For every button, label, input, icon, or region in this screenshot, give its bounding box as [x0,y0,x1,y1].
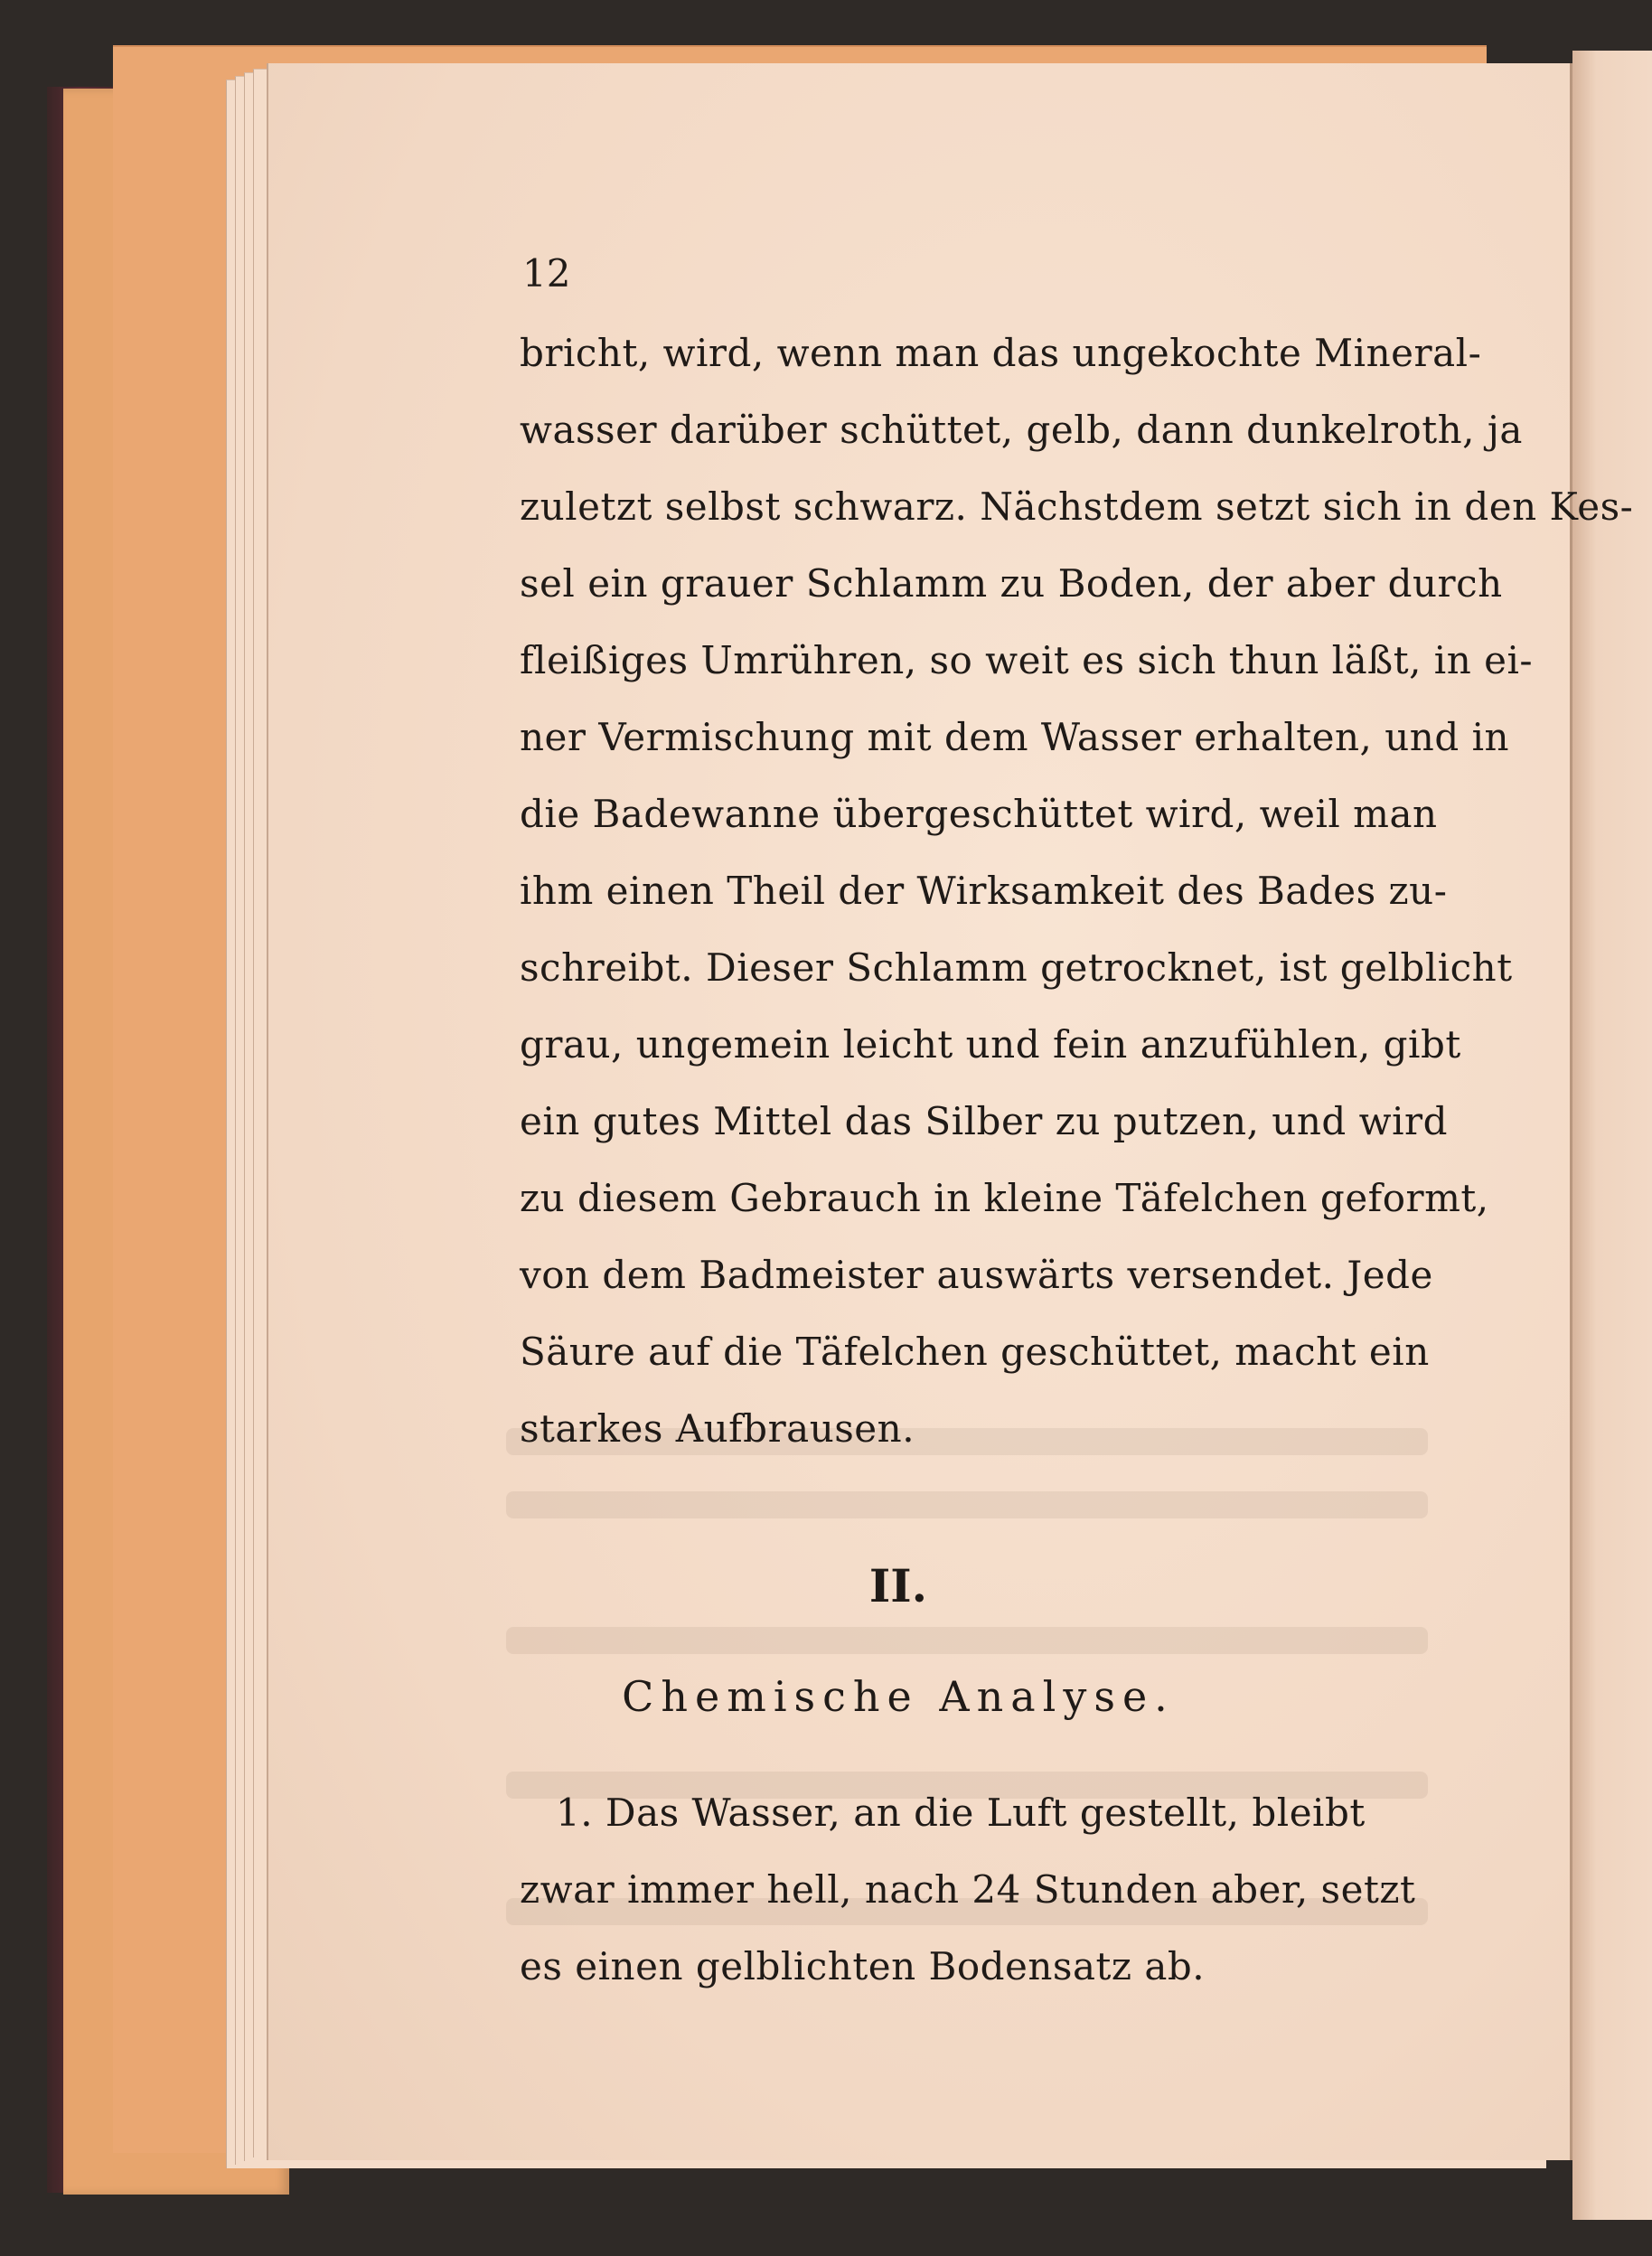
text-line: von dem Badmeister auswärts versendet. Jede [520,1253,1433,1297]
text-line: zuletzt selbst schwarz. Nächstdem setzt sich in den Kes- [520,484,1634,529]
text-line: zu diesem Gebrauch in kleine Täfelchen geformt, [520,1176,1489,1220]
text-line: es einen gelblichten Bodensatz ab. [520,1944,1206,1988]
facing-page-edge [1572,51,1652,2220]
section-heading: Chemische Analyse. [622,1672,1175,1721]
text-line: 1. Das Wasser, an die Luft gestellt, bleibt [556,1791,1366,1835]
text-line: ihm einen Theil der Wirksamkeit des Bades zu- [520,869,1448,913]
text-line: schreibt. Dieser Schlamm getrocknet, ist gelblicht [520,945,1513,990]
text-line: wasser darüber schüttet, gelb, dann dunkelroth, ja [520,408,1523,452]
text-line: die Badewanne übergeschüttet wird, weil man [520,792,1438,836]
text-line: starkes Aufbrausen. [520,1406,915,1451]
text-line: ner Vermischung mit dem Wasser erhalten, und in [520,715,1510,759]
text-line: ein gutes Mittel das Silber zu putzen, und wird [520,1099,1448,1143]
text-line: sel ein grauer Schlamm zu Boden, der aber durch [520,561,1503,606]
text-line: fleißiges Umrühren, so weit es sich thun läßt, in ei- [520,638,1534,682]
bleed-through [506,1627,1428,1654]
page-number: 12 [522,251,571,296]
bleed-through [506,1491,1428,1518]
text-line: grau, ungemein leicht und fein anzufühlen, gibt [520,1022,1461,1067]
section-numeral: II. [868,1559,928,1612]
text-line: bricht, wird, wenn man das ungekochte Mineral- [520,331,1482,375]
text-line: zwar immer hell, nach 24 Stunden aber, setzt [520,1867,1416,1912]
text-line: Säure auf die Täfelchen geschüttet, macht ein [520,1330,1430,1374]
